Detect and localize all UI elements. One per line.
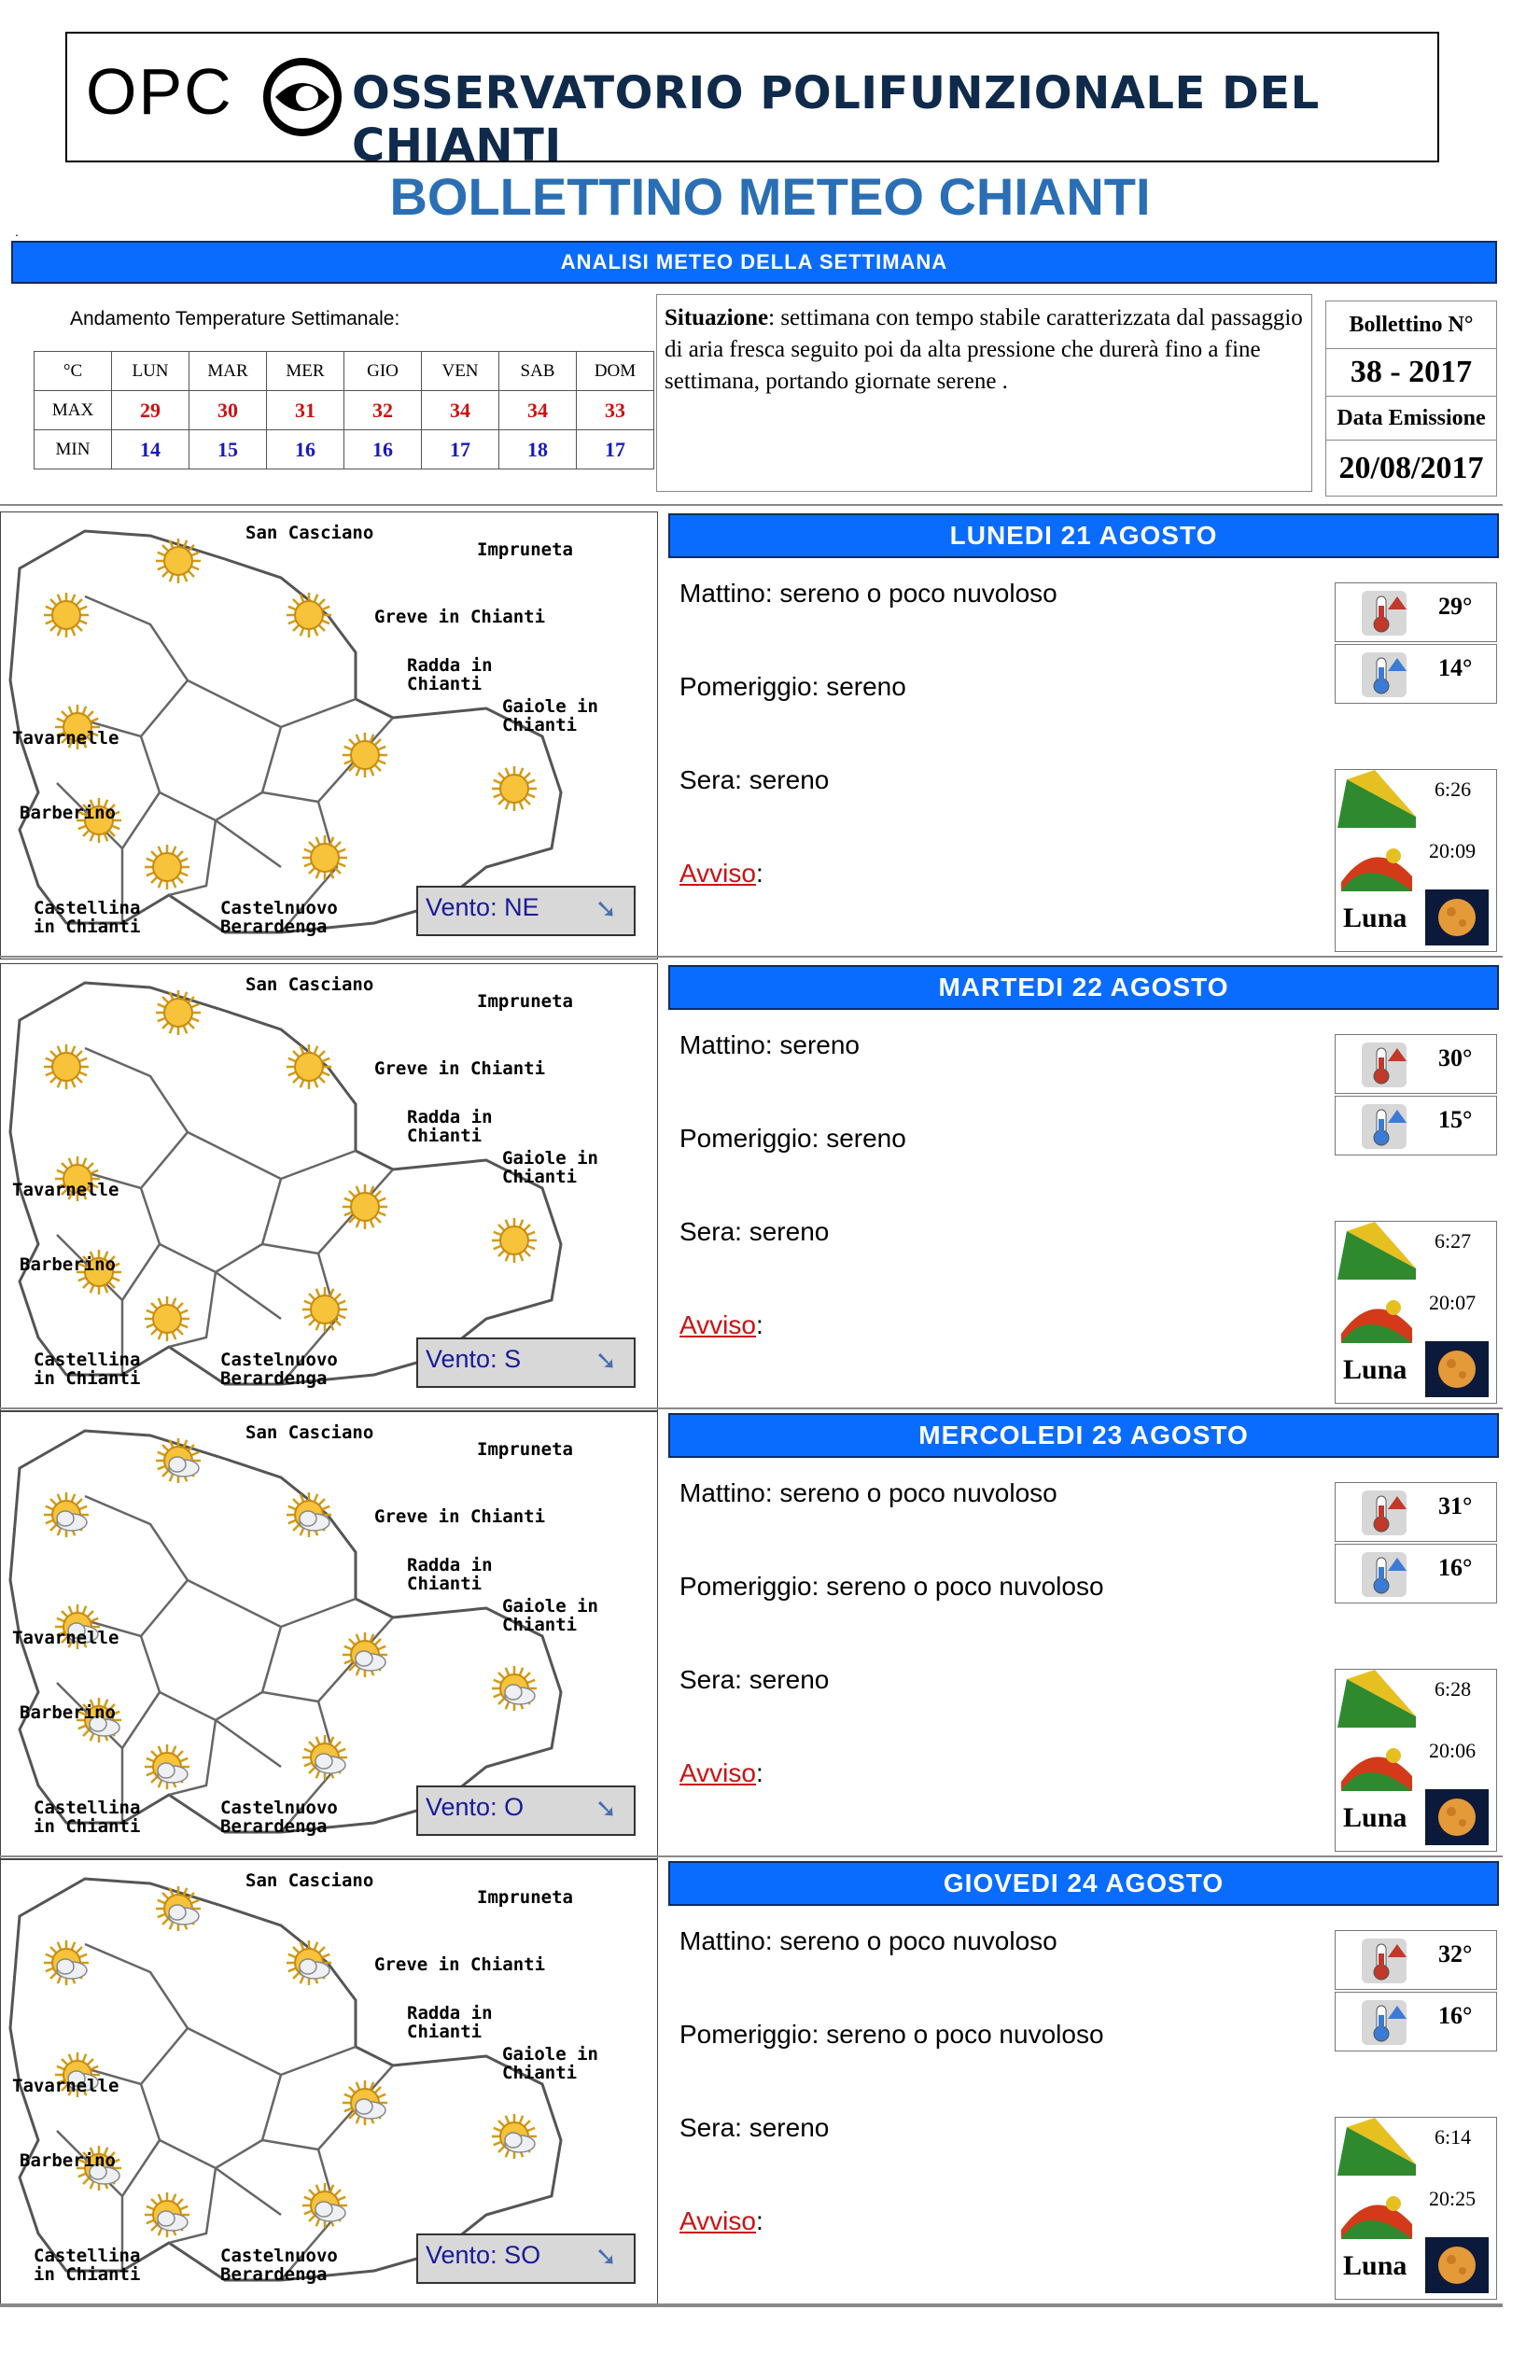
thermometer-hot-icon <box>1358 1489 1414 1542</box>
sunset-time: 20:07 <box>1429 1291 1477 1314</box>
min-value: 18 <box>499 430 577 469</box>
sun-cloud-icon <box>343 2080 387 2125</box>
thermometer-cold-icon <box>1358 1102 1414 1155</box>
temperature-box <box>1335 1544 1497 1603</box>
mattino-forecast <box>679 1926 1057 1956</box>
pomeriggio-value: sereno o poco nuvoloso <box>826 1572 1104 1601</box>
avviso-colon: : <box>755 1310 763 1339</box>
sunrise-time: 6:26 <box>1435 777 1472 801</box>
thermometer-hot-icon <box>1358 1937 1414 1990</box>
avviso-line <box>679 1310 763 1340</box>
sun-cloud-icon <box>302 2183 347 2228</box>
table-header-row <box>35 352 654 391</box>
sun-cloud-icon <box>44 1492 89 1537</box>
town-label: Impruneta <box>477 1439 573 1460</box>
wind-arrow-icon: ➘ <box>595 894 617 923</box>
sera-forecast <box>679 2113 829 2143</box>
moon-label: Luna <box>1343 1354 1407 1385</box>
table-row-max <box>35 391 654 430</box>
thermometer-hot-icon <box>1358 1041 1414 1094</box>
sera-label: Sera: <box>679 765 742 794</box>
min-value: 17 <box>577 430 654 469</box>
page-title: BOLLETTINO METEO CHIANTI <box>389 167 1151 226</box>
sunrise-icon <box>1337 2118 1416 2180</box>
town-label: Chianti <box>502 715 578 735</box>
wind-box <box>416 886 636 936</box>
sun-cloud-icon <box>343 1632 387 1677</box>
mattino-label: Mattino: <box>679 1478 773 1507</box>
town-label: Tavarnelle <box>12 728 119 749</box>
wind-box <box>416 1785 636 1836</box>
mattino-value: sereno o poco nuvoloso <box>779 1926 1057 1955</box>
sun-cloud-icon <box>145 1744 189 1789</box>
town-label: Gaiole in <box>502 2044 598 2065</box>
sun-cloud-icon <box>156 1438 201 1483</box>
moon-icon <box>1425 889 1489 945</box>
analysis-bar: ANALISI METEO DELLA SETTIMANA <box>11 241 1497 284</box>
mattino-label: Mattino: <box>679 1030 773 1059</box>
divider <box>0 956 1503 958</box>
min-label: MIN <box>35 430 112 469</box>
chianti-map <box>0 963 658 1411</box>
town-label: Berardenga <box>220 1368 328 1389</box>
temperature-box <box>1335 1992 1497 2051</box>
pomeriggio-label: Pomeriggio: <box>679 2020 819 2049</box>
day-title-bar: LUNEDI 21 AGOSTO <box>668 513 1499 558</box>
town-label: Castelnuovo <box>220 1350 338 1370</box>
unit-cell: °C <box>35 352 112 391</box>
tmin-value: 14° <box>1438 654 1473 681</box>
town-label: Berardenga <box>220 917 328 937</box>
temperature-box <box>1335 1482 1497 1542</box>
sunrise-time: 6:14 <box>1435 2125 1472 2149</box>
avviso-colon: : <box>755 1758 763 1787</box>
town-label: Radda in <box>407 1555 493 1575</box>
bulletin-number-label: Bollettino N° <box>1326 301 1496 349</box>
moon-icon <box>1425 1789 1489 1845</box>
tmax-value: 29° <box>1438 593 1473 620</box>
pomeriggio-label: Pomeriggio: <box>679 672 819 701</box>
divider <box>0 1407 1503 1409</box>
day-title-bar: GIOVEDI 24 AGOSTO <box>668 1861 1499 1906</box>
sun-cloud-icon <box>492 2114 537 2159</box>
sun-moon-box <box>1335 1669 1497 1852</box>
sun-icon <box>302 835 347 880</box>
logo-text: OPC <box>86 55 233 128</box>
wind-label: Vento: S <box>426 1345 522 1373</box>
issue-date-label: Data Emissione <box>1326 397 1496 441</box>
day-header: MER <box>267 352 344 391</box>
town-label: Castellina <box>34 2246 141 2266</box>
sun-icon <box>44 1044 89 1089</box>
tmin-value: 15° <box>1438 1106 1473 1133</box>
min-value: 15 <box>189 430 267 469</box>
temperature-box <box>1335 644 1497 704</box>
day-header: VEN <box>422 352 499 391</box>
chianti-map <box>0 1411 658 1859</box>
town-label: Radda in <box>407 655 493 676</box>
day-header: SAB <box>499 352 577 391</box>
table-row-min <box>35 430 654 469</box>
town-label: Gaiole in <box>502 1596 598 1617</box>
pomeriggio-label: Pomeriggio: <box>679 1124 819 1153</box>
situation-label: Situazione <box>665 305 769 330</box>
sunset-time: 20:09 <box>1429 839 1477 862</box>
thermometer-hot-icon <box>1358 589 1414 642</box>
issue-date: 20/08/2017 <box>1338 451 1484 485</box>
town-label: Radda in <box>407 2003 493 2023</box>
day-title-bar: MARTEDI 22 AGOSTO <box>668 965 1499 1010</box>
town-label: Radda in <box>407 1107 493 1127</box>
dot-mark: . <box>15 224 19 239</box>
sunset-icon <box>1337 835 1416 896</box>
town-label: Chianti <box>407 1574 483 1594</box>
organization-name: OSSERVATORIO POLIFUNZIONALE DEL CHIANTI <box>352 67 1320 172</box>
temperature-caption: Andamento Temperature Settimanale: <box>70 308 400 329</box>
sunset-time: 20:25 <box>1429 2187 1477 2210</box>
max-value: 33 <box>577 391 654 430</box>
sun-cloud-icon <box>145 2192 189 2237</box>
town-label: San Casciano <box>245 1422 374 1443</box>
town-label: Impruneta <box>477 1887 573 1908</box>
wind-arrow-icon: ➘ <box>595 2242 617 2271</box>
sun-cloud-icon <box>287 1940 331 1985</box>
sera-label: Sera: <box>679 2113 742 2142</box>
divider <box>0 504 1503 506</box>
avviso-line <box>679 1758 763 1788</box>
thermometer-cold-icon <box>1358 651 1414 704</box>
town-label: Greve in Chianti <box>374 1954 546 1975</box>
sera-label: Sera: <box>679 1665 742 1694</box>
town-label: Castellina <box>34 1350 141 1370</box>
town-label: Barberino <box>20 1254 116 1275</box>
wind-arrow-icon: ➘ <box>595 1794 617 1823</box>
sun-icon <box>492 766 537 811</box>
pomeriggio-label: Pomeriggio: <box>679 1572 819 1601</box>
town-label: Castelnuovo <box>220 898 338 918</box>
pomeriggio-value: sereno <box>826 672 906 701</box>
avviso-colon: : <box>755 859 763 888</box>
town-label: in Chianti <box>34 1368 141 1389</box>
avviso-link[interactable]: Avviso <box>679 2206 756 2235</box>
divider <box>0 1855 1503 1857</box>
tmin-value: 16° <box>1438 2002 1473 2029</box>
moon-icon <box>1425 2237 1489 2293</box>
sunrise-icon <box>1337 1670 1416 1732</box>
sun-icon <box>343 733 387 777</box>
town-label: San Casciano <box>245 523 374 543</box>
town-label: Barberino <box>20 2150 116 2171</box>
sera-forecast <box>679 1217 829 1247</box>
sun-icon <box>44 593 89 637</box>
wind-label: Vento: NE <box>426 893 539 921</box>
sun-cloud-icon <box>287 1492 331 1537</box>
moon-label: Luna <box>1343 903 1407 933</box>
max-value: 29 <box>112 391 189 430</box>
max-value: 30 <box>189 391 267 430</box>
town-label: Berardenga <box>220 1816 328 1837</box>
temperature-box <box>1335 582 1497 642</box>
max-value: 31 <box>267 391 344 430</box>
wind-label: Vento: SO <box>426 2241 541 2269</box>
situation-box <box>656 294 1312 492</box>
header-box <box>65 32 1439 172</box>
day-header: LUN <box>112 352 189 391</box>
bulletin-box <box>1325 301 1497 497</box>
moon-label: Luna <box>1343 1802 1407 1833</box>
bulletin-number: 38 - 2017 <box>1326 349 1496 397</box>
town-label: Berardenga <box>220 2264 328 2285</box>
town-label: in Chianti <box>34 917 141 937</box>
min-value: 17 <box>422 430 499 469</box>
sun-cloud-icon <box>156 1886 201 1931</box>
town-label: Greve in Chianti <box>374 607 546 627</box>
town-label: in Chianti <box>34 2264 141 2285</box>
town-label: Castellina <box>34 898 141 918</box>
town-label: Chianti <box>502 1615 578 1635</box>
town-label: Impruneta <box>477 539 573 560</box>
avviso-colon: : <box>755 2206 763 2235</box>
pomeriggio-value: sereno <box>826 1124 906 1153</box>
day-header: MAR <box>189 352 267 391</box>
day-title-bar: MERCOLEDI 23 AGOSTO <box>668 1413 1499 1458</box>
chianti-map <box>0 511 658 959</box>
sun-icon <box>302 1287 347 1332</box>
wind-label: Vento: O <box>426 1793 525 1821</box>
sun-moon-box <box>1335 769 1497 952</box>
sera-label: Sera: <box>679 1217 742 1246</box>
sun-icon <box>145 1296 189 1341</box>
town-label: Greve in Chianti <box>374 1058 546 1079</box>
town-label: Tavarnelle <box>12 2076 119 2096</box>
town-label: Castelnuovo <box>220 1798 338 1818</box>
wind-arrow-icon: ➘ <box>595 1346 617 1375</box>
situation-text: : settimana con tempo stabile caratterizzata dal passaggio di aria fresca seguito poi da alta pressione che durerà fino a fine settimana, portando giornate serene . <box>665 305 1303 394</box>
sun-icon <box>156 539 201 583</box>
pomeriggio-forecast <box>679 2020 1104 2050</box>
max-label: MAX <box>35 391 112 430</box>
sun-icon <box>287 1044 331 1089</box>
town-label: Chianti <box>502 1167 578 1187</box>
sunrise-icon <box>1337 1222 1416 1284</box>
mattino-forecast <box>679 1030 860 1060</box>
avviso-line <box>679 2206 763 2236</box>
sun-cloud-icon <box>44 1940 89 1985</box>
thermometer-cold-icon <box>1358 1550 1414 1603</box>
tmax-value: 32° <box>1438 1940 1473 1967</box>
moon-icon <box>1425 1341 1489 1397</box>
temperature-box <box>1335 1034 1497 1094</box>
weekly-temperature-table <box>34 351 654 469</box>
moon-label: Luna <box>1343 2250 1407 2281</box>
sunrise-icon <box>1337 770 1416 833</box>
town-label: Gaiole in <box>502 696 598 717</box>
chianti-map <box>0 1859 658 2307</box>
max-value: 34 <box>422 391 499 430</box>
sera-value: sereno <box>749 765 830 794</box>
pomeriggio-forecast <box>679 672 906 702</box>
mattino-label: Mattino: <box>679 1926 773 1955</box>
town-label: Barberino <box>20 803 116 823</box>
sunset-time: 20:06 <box>1429 1739 1477 1762</box>
sera-value: sereno <box>749 1665 830 1694</box>
sun-cloud-icon <box>492 1666 537 1711</box>
sun-icon <box>156 990 201 1035</box>
sera-value: sereno <box>749 2113 830 2142</box>
mattino-value: sereno o poco nuvoloso <box>779 579 1057 608</box>
day-header: GIO <box>344 352 422 391</box>
pomeriggio-value: sereno o poco nuvoloso <box>826 2020 1104 2049</box>
town-label: Chianti <box>407 2022 483 2042</box>
sun-icon <box>287 593 331 637</box>
pomeriggio-forecast <box>679 1572 1104 1602</box>
town-label: Greve in Chianti <box>374 1506 546 1527</box>
sun-moon-box <box>1335 1221 1497 1404</box>
max-value: 32 <box>344 391 422 430</box>
town-label: San Casciano <box>245 974 374 995</box>
sun-icon <box>343 1184 387 1229</box>
town-label: in Chianti <box>34 1816 141 1837</box>
town-label: Castellina <box>34 1798 141 1818</box>
mattino-value: sereno <box>779 1030 861 1059</box>
max-value: 34 <box>499 391 577 430</box>
mattino-label: Mattino: <box>679 579 773 608</box>
sunset-icon <box>1337 1287 1416 1348</box>
thermometer-cold-icon <box>1358 1998 1414 2051</box>
sun-icon <box>145 845 189 889</box>
mattino-forecast <box>679 579 1057 609</box>
day-header: DOM <box>577 352 654 391</box>
sun-moon-box <box>1335 2117 1497 2300</box>
min-value: 16 <box>344 430 422 469</box>
temperature-box <box>1335 1930 1497 1990</box>
tmax-value: 30° <box>1438 1044 1473 1071</box>
town-label: Tavarnelle <box>12 1628 119 1648</box>
eye-logo-icon <box>259 50 347 144</box>
avviso-link[interactable]: Avviso <box>679 1758 756 1787</box>
avviso-link[interactable]: Avviso <box>679 1310 756 1339</box>
avviso-line <box>679 859 763 889</box>
mattino-forecast <box>679 1478 1057 1508</box>
sunset-icon <box>1337 2183 1416 2244</box>
sun-cloud-icon <box>302 1735 347 1780</box>
divider <box>0 2305 1503 2307</box>
town-label: San Casciano <box>245 1870 374 1891</box>
sunset-icon <box>1337 1735 1416 1796</box>
town-label: Gaiole in <box>502 1148 598 1169</box>
town-label: Chianti <box>407 1126 483 1146</box>
mattino-value: sereno o poco nuvoloso <box>779 1478 1057 1507</box>
wind-box <box>416 2233 636 2284</box>
tmin-value: 16° <box>1438 1554 1473 1581</box>
pomeriggio-forecast <box>679 1124 906 1154</box>
town-label: Tavarnelle <box>12 1180 119 1200</box>
wind-box <box>416 1337 636 1388</box>
sunrise-time: 6:27 <box>1435 1229 1472 1253</box>
min-value: 16 <box>267 430 344 469</box>
town-label: Barberino <box>20 1702 116 1723</box>
town-label: Chianti <box>502 2063 578 2083</box>
avviso-link[interactable]: Avviso <box>679 859 756 888</box>
town-label: Impruneta <box>477 991 573 1012</box>
sunrise-time: 6:28 <box>1435 1677 1472 1701</box>
town-label: Castelnuovo <box>220 2246 338 2266</box>
tmax-value: 31° <box>1438 1492 1473 1519</box>
sun-icon <box>492 1218 537 1263</box>
temperature-box <box>1335 1096 1497 1155</box>
sera-value: sereno <box>749 1217 830 1246</box>
town-label: Chianti <box>407 674 483 694</box>
sera-forecast <box>679 765 829 795</box>
sera-forecast <box>679 1665 829 1695</box>
min-value: 14 <box>112 430 189 469</box>
